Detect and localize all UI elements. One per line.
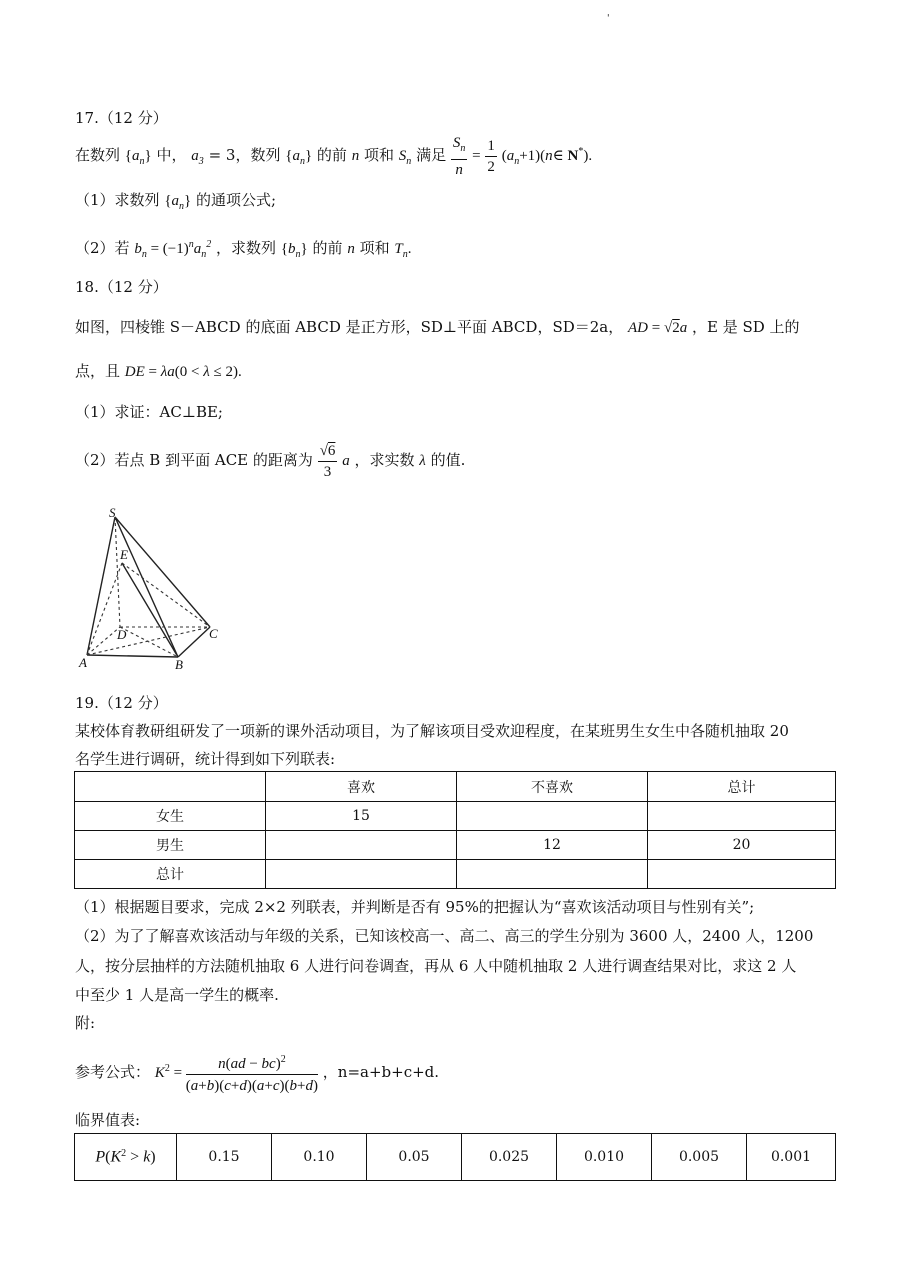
label-s: S [109,505,116,520]
label-d: D [117,627,127,642]
q19-formula-fraction: $\frac{n(ad - bc)^2}{(a+b)(c+d)(a+c)(b+d)}$ [186,1050,318,1096]
q18-part2-a: （2）若点 B 到平面 ACE 的距离为 [75,451,313,469]
edge-ec [122,563,210,627]
table-cell: 20 [648,831,836,860]
table-row [75,831,836,860]
q17-frac-half: $\frac{1}{2}$ [487,137,495,175]
table-header-cell: 不喜欢 [457,772,648,802]
table-cell [457,860,648,889]
q18-part2-b: ，求实数 [354,451,415,469]
q18-header: 18.（12 分） [75,278,168,296]
q17-intro-e: 满足 [416,146,447,164]
top-mark: ' [607,14,610,24]
q19-header: 19.（12 分） [75,694,168,712]
q19-appendix: 附: [75,1014,96,1032]
table-header-cell [75,772,266,802]
q19-critical-label: 临界值表: [75,1111,141,1129]
edge-eb [122,563,178,657]
q17-intro-a: 在数列 [75,146,121,164]
table-cell: 0.05 [367,1134,462,1181]
table-header-row [75,772,836,802]
q17-part2-mid: ，求数列 [216,239,277,257]
q19-intro-line1: 某校体育教研组研发了一项新的课外活动项目，为了解该项目受欢迎程度，在某班男生女生中各随机抽取 20 [75,722,789,740]
q19-part2-line3: 中至少 1 人是高一学生的概率. [75,986,279,1004]
q17-part2: （2）若 $b_n = (-1)^na_n^2$ ，求数列 $\{b_n\}$ 的前 n 项和 $T_n$. [75,239,412,260]
q18-line2-text: 点，且 [75,362,121,380]
edge-sc [115,517,210,627]
q17-intro-d: 项和 [364,146,395,164]
q17-intro: 在数列 $\{a_n\}$ 中， $a_3 = 3$，数列 $\{a_n\}$ 的前 n 项和 $S_n$ 满足 $\frac{S_n}{n}$ = $\frac{1}{2}$ $(a_n+1)(n\in$ N*). [75,134,593,178]
edge-sd [115,517,120,627]
contingency-table [74,771,836,889]
q19-formula: 参考公式： $K^2$ = $\frac{n(ad - bc)^2}{(a+b)(c+d)(a+c)(b+d)}$ ，n=a+b+c+d. [75,1044,439,1094]
q17-part2-end: 项和 [359,239,390,257]
pyramid-figure [75,505,225,670]
table-cell: 0.010 [557,1134,652,1181]
table-cell: 女生 [75,802,266,831]
table-cell: 15 [266,802,457,831]
label-e: E [120,547,128,562]
q17-part2-label: （2）若 [75,239,130,257]
q17-part2-tail: 的前 [312,239,343,257]
q19-part2-line1: （2）为了了解喜欢该活动与年级的关系，已知该校高一、高二、高三的学生分别为 3600 人，2400 人，1200 [75,927,814,945]
label-c: C [209,626,218,641]
q19-formula-tail: ，n=a+b+c+d. [322,1063,440,1081]
label-b: B [175,657,183,670]
table-header-cell: 喜欢 [266,772,457,802]
q17-part1-tail: 的通项公式; [196,191,277,209]
label-a: A [79,655,87,670]
q18-frac-sqrt6-3: $\frac{√6}{3}$ [319,442,336,480]
q18-part2-c: 的值. [430,451,466,469]
q19-part1: （1）根据题目要求，完成 2×2 列联表，并判断是否有 95%的把握认为“喜欢该活动项目与性别有关”; [75,898,755,916]
table-row [75,860,836,889]
table-cell: 0.15 [177,1134,272,1181]
q17-header: 17.（12 分） [75,109,168,127]
table-cell [648,802,836,831]
q18-line2: 点，且 DE = λa(0 < λ ≤ 2). [75,362,242,380]
table-cell: 男生 [75,831,266,860]
table-cell [457,802,648,831]
q17-a3: = 3，数列 [208,146,281,164]
table-cell-probability-label: $P(K^2 > k)$ [75,1134,177,1181]
q19-formula-label: 参考公式： [75,1063,151,1081]
table-cell: 0.001 [747,1134,836,1181]
table-row [75,802,836,831]
table-cell [266,860,457,889]
table-header-cell: 总计 [648,772,836,802]
q17-frac-sn-n: $\frac{S_n}{n}$ [452,134,466,178]
table-row [75,1134,836,1181]
edge-ac [87,627,210,655]
q18-part1: （1）求证：AC⊥BE; [75,403,223,421]
edge-bc [178,627,210,657]
q17-intro-c: 的前 [316,146,347,164]
q18-line1: 如图，四棱锥 S－ABCD 的底面 ABCD 是正方形，SD⊥平面 ABCD，SD＝2a， AD = √2a ，E 是 SD 上的 [75,318,800,336]
q18-line1-tail: ，E 是 SD 上的 [692,318,800,336]
table-cell: 0.005 [652,1134,747,1181]
table-cell: 总计 [75,860,266,889]
edge-ab [87,655,178,657]
q18-part2: （2）若点 B 到平面 ACE 的距离为 $\frac{√6}{3}$ a ，求实数 λ 的值. [75,442,466,480]
table-cell: 0.10 [272,1134,367,1181]
table-cell: 0.025 [462,1134,557,1181]
q17-part1: （1）求数列 $\{a_n\}$ 的通项公式; [75,191,277,212]
q17-intro-b: 中， [156,146,187,164]
q17-part1-label: （1）求数列 [75,191,160,209]
table-cell [648,860,836,889]
table-cell: 12 [457,831,648,860]
q18-line1-text: 如图，四棱锥 S－ABCD 的底面 ABCD 是正方形，SD⊥平面 ABCD，SD＝2a， [75,318,624,336]
table-cell [266,831,457,860]
critical-value-table [74,1133,836,1181]
q19-part2-line2: 人，按分层抽样的方法随机抽取 6 人进行问卷调查，再从 6 人中随机抽取 2 人进行调查结果对比，求这 2 人 [75,957,797,975]
q19-intro-line2: 名学生进行调研，统计得到如下列联表: [75,750,336,768]
